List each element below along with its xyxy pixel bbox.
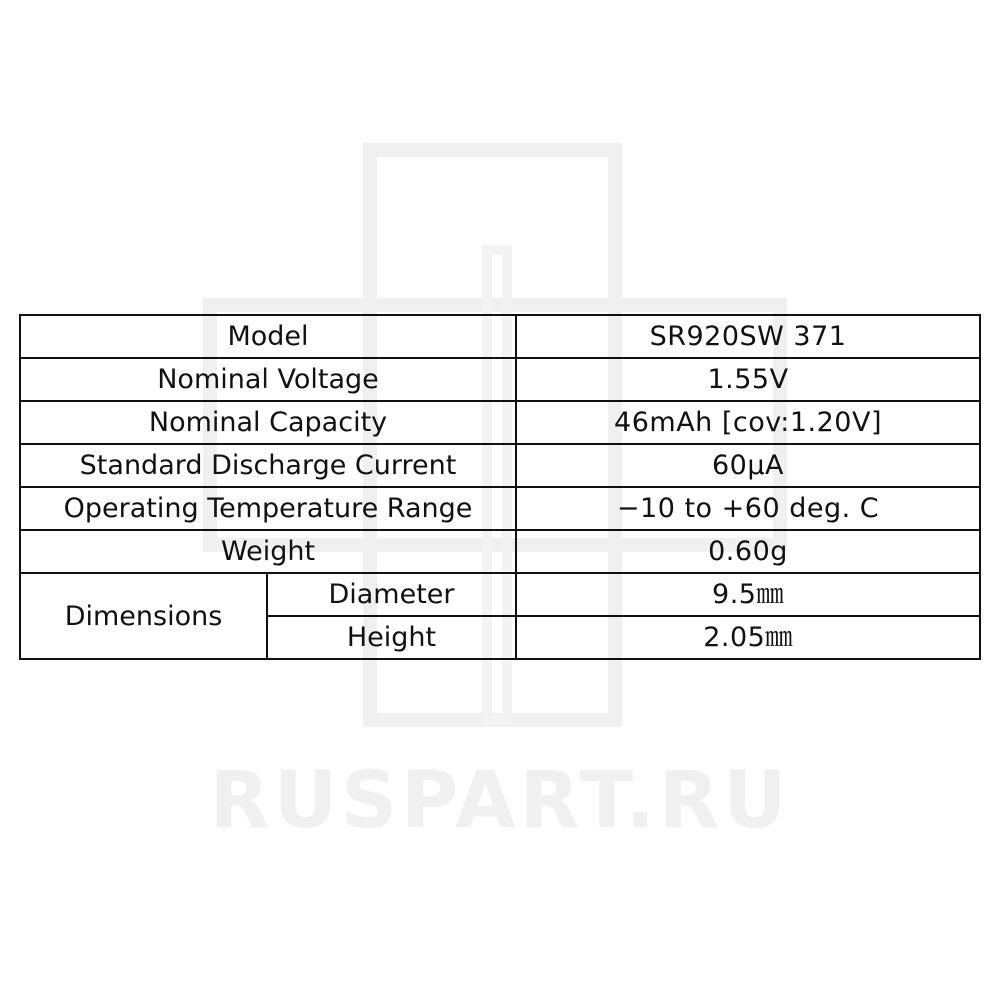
spec-value-diameter: 9.5㎜ (516, 573, 980, 616)
spec-label-nominal-voltage: Nominal Voltage (20, 358, 516, 401)
table-row (20, 530, 980, 573)
table-row (20, 401, 980, 444)
spec-value-height: 2.05㎜ (516, 616, 980, 659)
table-row (20, 358, 980, 401)
spec-label-discharge-current: Standard Discharge Current (20, 444, 516, 487)
table-row (20, 444, 980, 487)
spec-label-diameter: Diameter (267, 573, 516, 616)
spec-value-weight: 0.60g (516, 530, 980, 573)
spec-value-nominal-capacity: 46mAh [cov:1.20V] (516, 401, 980, 444)
spec-label-weight: Weight (20, 530, 516, 573)
watermark-text: RUSPART.RU (209, 756, 791, 846)
spec-value-model: SR920SW 371 (516, 315, 980, 358)
spec-table (19, 314, 981, 660)
table-row (20, 487, 980, 530)
table-row (20, 573, 980, 616)
spec-label-nominal-capacity: Nominal Capacity (20, 401, 516, 444)
spec-label-model: Model (20, 315, 516, 358)
spec-label-temperature-range: Operating Temperature Range (20, 487, 516, 530)
spec-label-dimensions: Dimensions (20, 573, 267, 659)
spec-label-height: Height (267, 616, 516, 659)
spec-value-nominal-voltage: 1.55V (516, 358, 980, 401)
spec-value-discharge-current: 60μA (516, 444, 980, 487)
table-row (20, 315, 980, 358)
spec-value-temperature-range: −10 to +60 deg. C (516, 487, 980, 530)
